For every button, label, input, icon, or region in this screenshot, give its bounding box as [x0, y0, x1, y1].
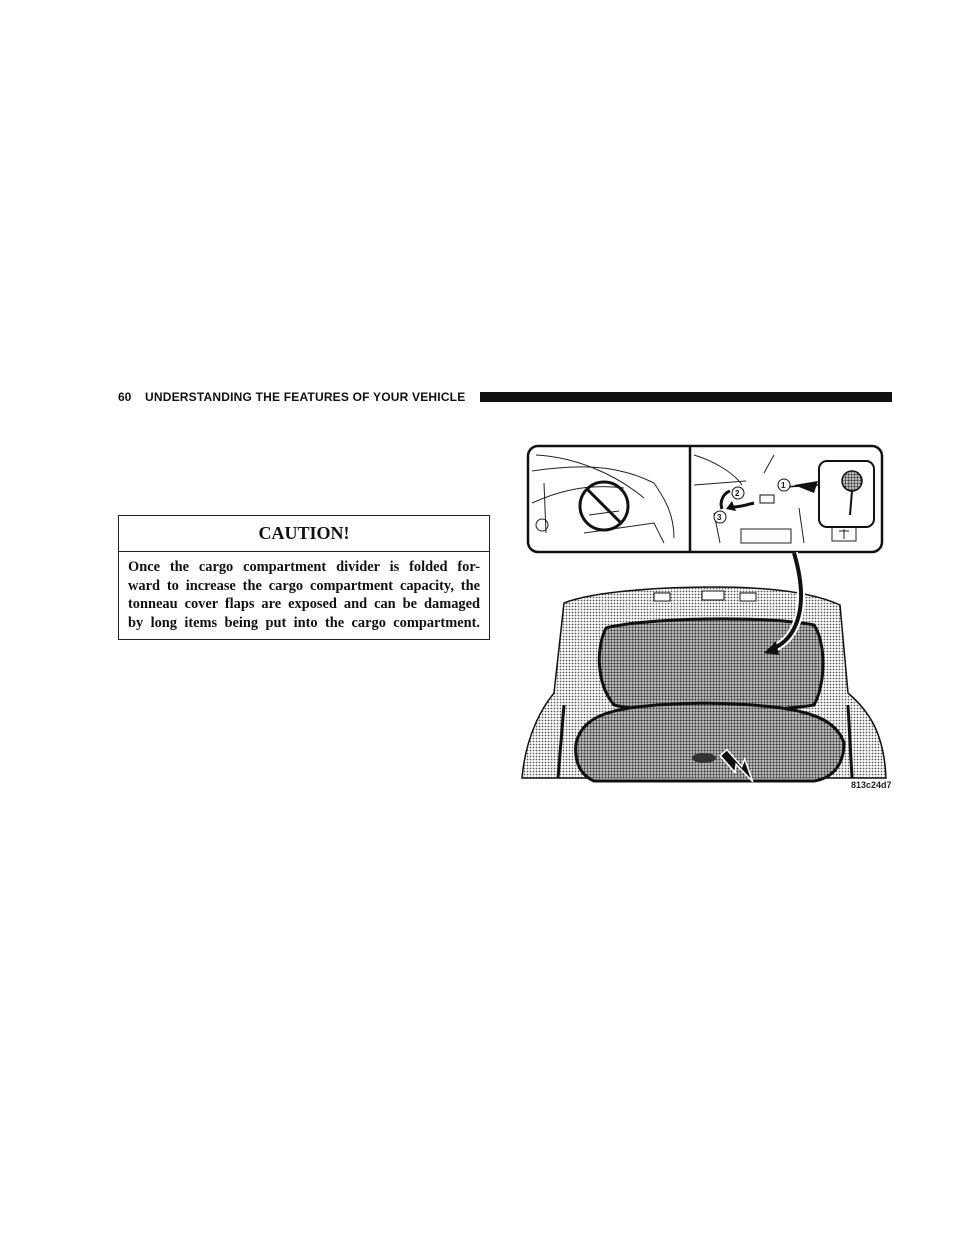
caution-line: by long items being put into the cargo compartment. — [128, 614, 480, 631]
caution-box — [118, 515, 490, 640]
caution-line: ward to increase the cargo compartment capacity, the — [128, 577, 480, 594]
caution-line: tonneau cover flaps are exposed and can be damaged — [128, 596, 480, 612]
chapter-title: UNDERSTANDING THE FEATURES OF YOUR VEHICLE — [145, 390, 466, 404]
caution-body — [119, 552, 489, 632]
cargo-illustration — [514, 443, 894, 798]
svg-text:2: 2 — [735, 489, 740, 498]
header-rule — [480, 392, 892, 402]
svg-text:1: 1 — [781, 481, 786, 490]
caution-title: CAUTION! — [119, 516, 489, 552]
illustration-drawing — [514, 443, 894, 798]
svg-text:3: 3 — [717, 513, 722, 522]
caution-line: Once the cargo compartment divider is folded for- — [128, 559, 480, 575]
running-header — [118, 389, 892, 407]
figure-code: 813c24d7 — [851, 780, 892, 790]
page-number: 60 — [118, 390, 132, 404]
